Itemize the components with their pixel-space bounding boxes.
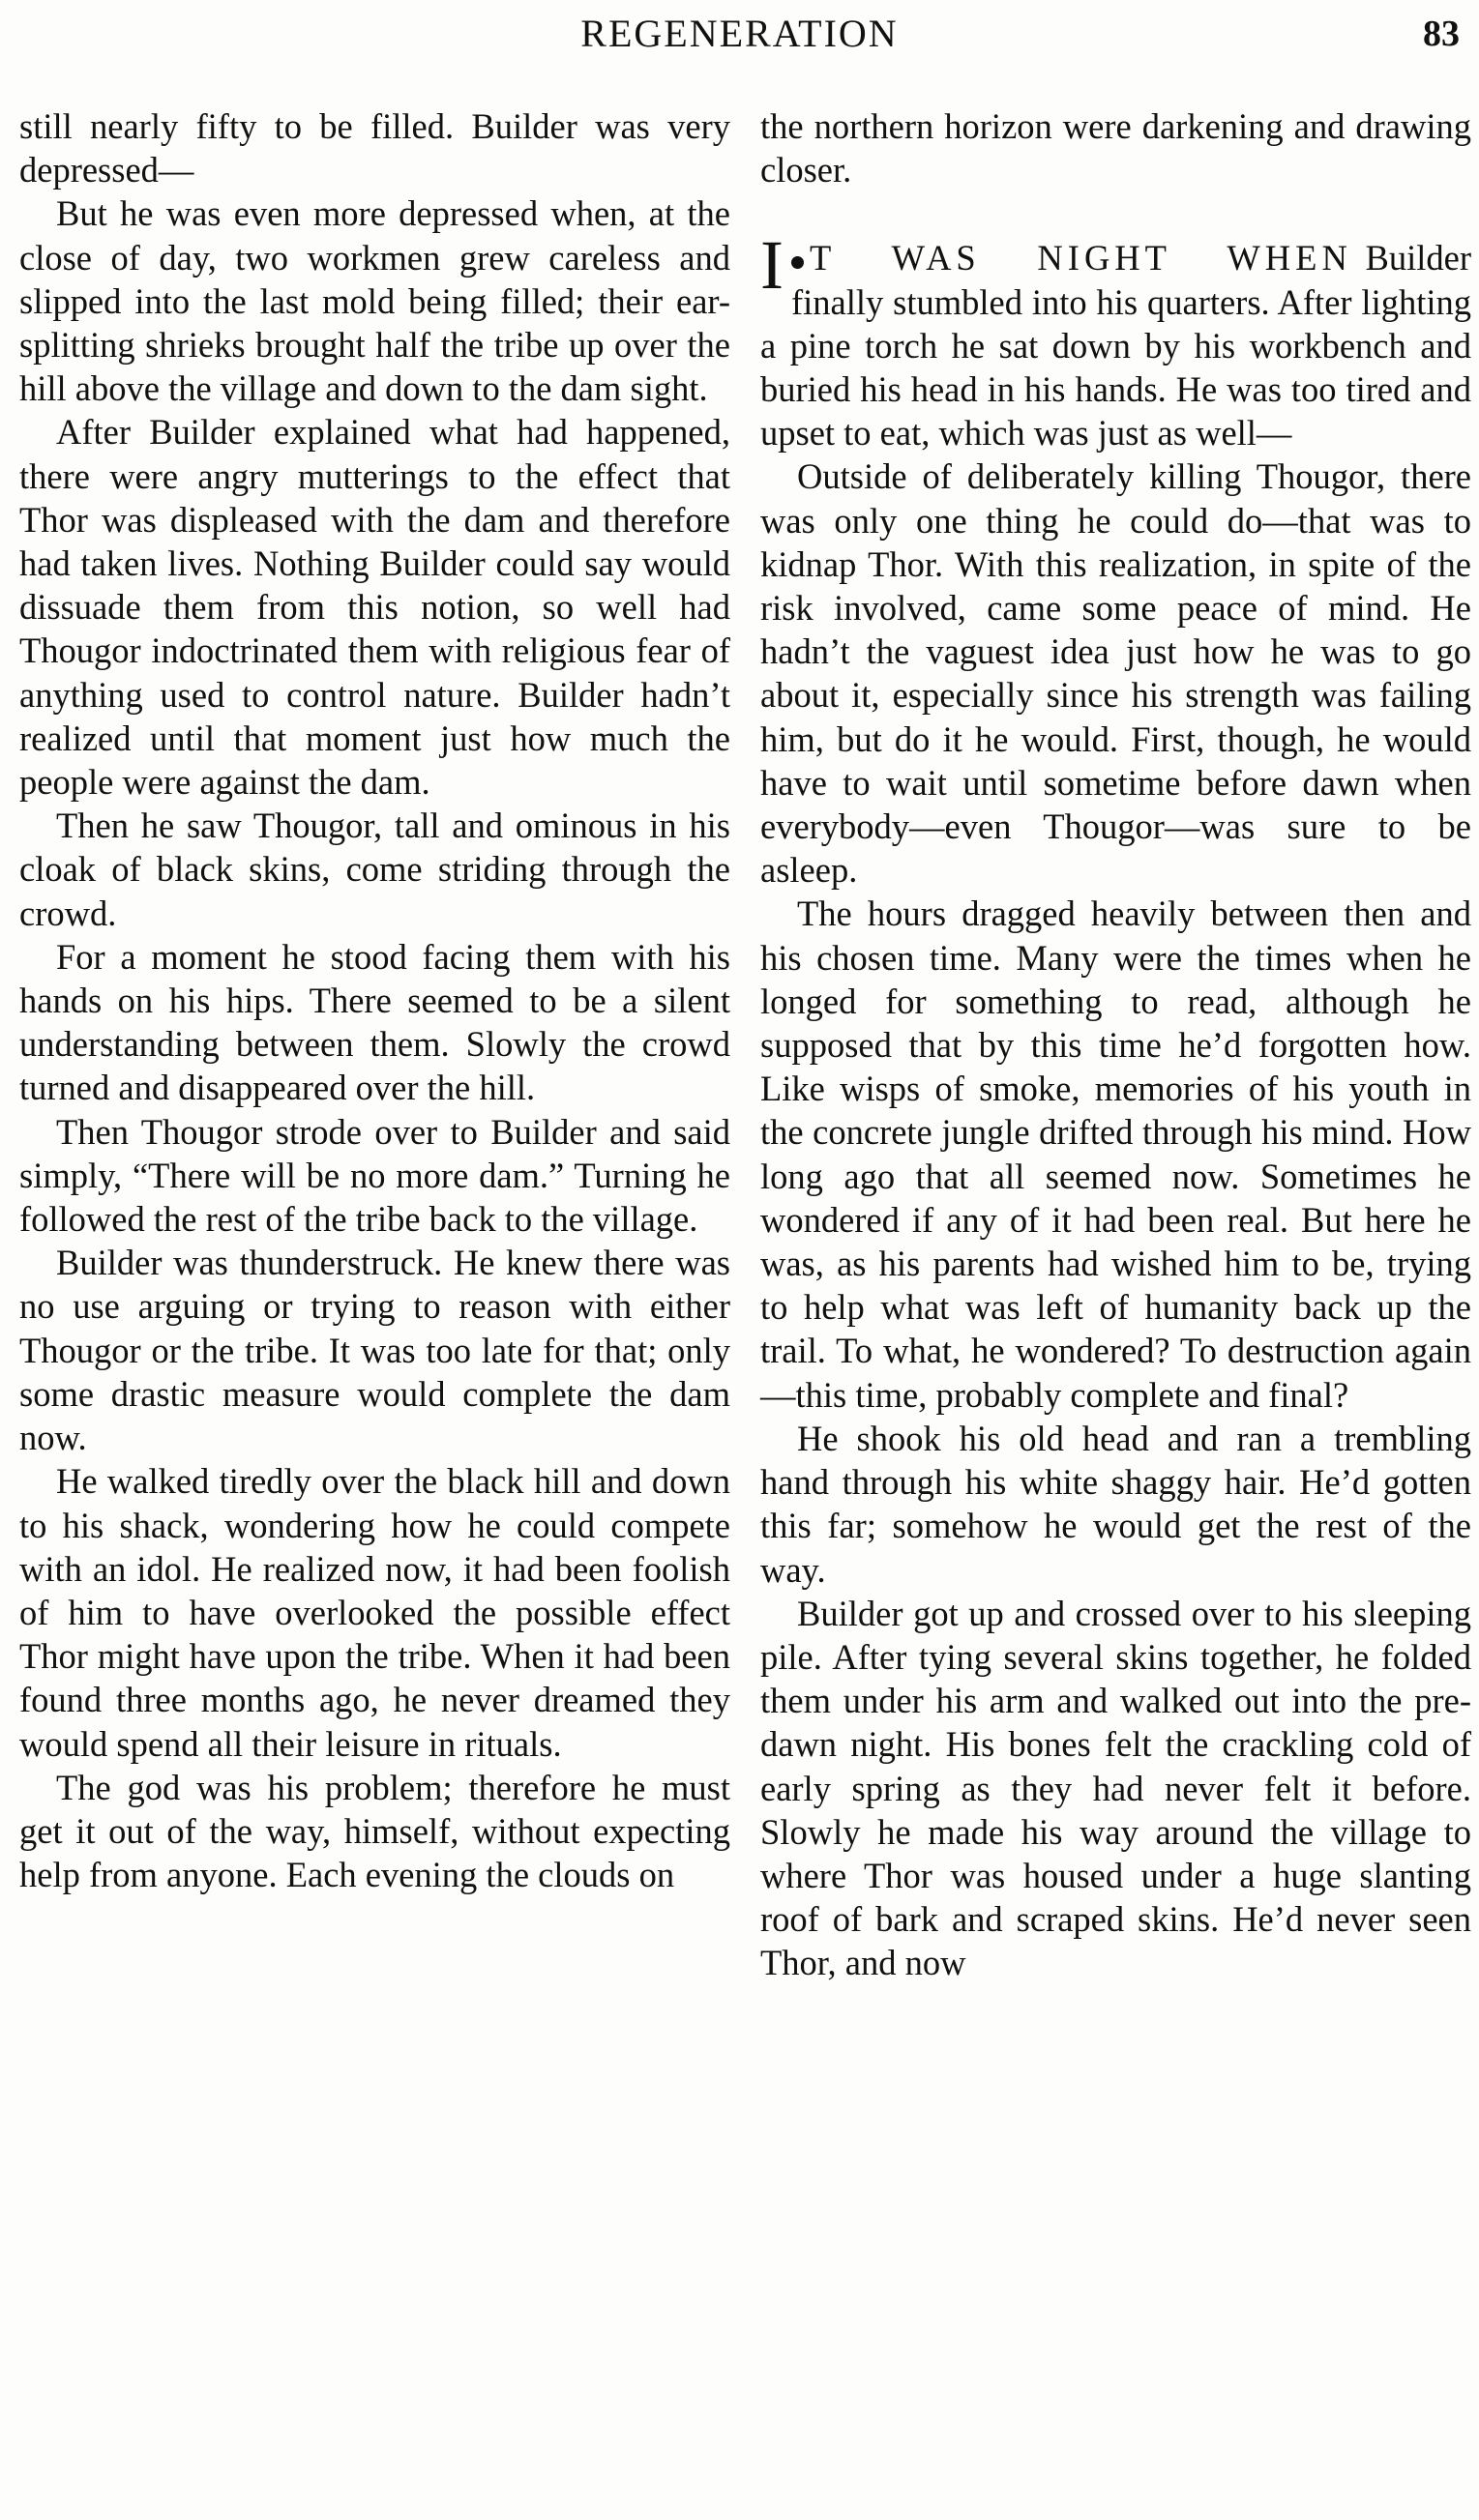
left-column xyxy=(19,104,730,1896)
paragraph: The god was his problem; therefore he must get it out of the way, himself, without expecting help from anyone. Each evening the clouds on xyxy=(19,1767,730,1895)
paragraph: Builder was thunderstruck. He knew there was no use arguing or trying to reason with either Thougor or the tribe. It was too late for that; only some drastic measure would complete the dam now. xyxy=(19,1243,730,1458)
paragraph: For a moment he stood facing them with his hands on his hips. There seemed to be a silent understanding between them. Slowly the crowd turned and disappeared over the hill. xyxy=(19,936,730,1108)
paragraph: Outside of deliberately killing Thougor, there was only one thing he could do—that was to kidnap Thor. With this realization, in spite of the risk involved, came some peace of mind. He hadn’t the vaguest idea just how he was to go about it, especially since his strength was failing him, but do it he would. First, though, he would have to wait until sometime before dawn when everybody—even Thougor—was sure to be asleep. xyxy=(760,456,1471,891)
page-number: 83 xyxy=(1423,14,1460,54)
running-title: REGENERATION xyxy=(580,12,899,55)
paragraph: After Builder explained what had happened, there were angry mutterings to the effect that Thor was displeased with the dam and therefore had taken lives. Nothing Builder could say would dissuade them from this notion, so well had Thougor indoctrinated them with religious fear of anything used to control nature. Builder hadn’t realized until that moment just how much the people were against the dam. xyxy=(19,412,730,803)
paragraph: Then he saw Thougor, tall and ominous in his cloak of black skins, come striding through the crowd. xyxy=(19,806,730,933)
paragraph: Builder got up and crossed over to his sleeping pile. After tying several skins together, he folded them under his arm and walked out into the pre-dawn night. His bones felt the crackling cold of early spring as they had never felt it before. Slowly he made his way around the village to where Thor was housed under a huge slanting roof of bark and scraped skins. He’d never seen Thor, and now xyxy=(760,1593,1471,1983)
section-first-paragraph-text: Builder finally stumbled into his quarters. After lighting a pine torch he sat down by his workbench and buried his head in his hands. He was too tired and upset to eat, which was just as well— xyxy=(760,238,1471,454)
section-lead-in: T WAS NIGHT WHEN xyxy=(809,238,1352,278)
paragraph: He walked tiredly over the black hill and down to his shack, wondering how he could compete with an idol. He realized now, it had been foolish of him to have overlooked the possible effect Thor might have upon the tribe. When it had been found three months ago, he never dreamed they would spend all their leisure in rituals. xyxy=(19,1461,730,1764)
paragraph: the northern horizon were darkening and drawing closer. xyxy=(760,106,1471,190)
paragraph: But he was even more depressed when, at the close of day, two workmen grew careless and slipped into the last mold being filled; their ear-splitting shrieks brought half the tribe up over the hill above the village and down to the dam sight. xyxy=(19,193,730,409)
section-bullet-icon xyxy=(791,256,804,269)
right-column xyxy=(760,104,1471,1985)
section-opening-paragraph xyxy=(760,226,1471,454)
paragraph: still nearly fifty to be filled. Builder was very depressed— xyxy=(19,106,730,190)
paragraph: He shook his old head and ran a trembling hand through his white shaggy hair. He’d gotten this far; somehow he would get the rest of the way. xyxy=(760,1418,1471,1590)
running-header xyxy=(0,10,1479,58)
paragraph: Then Thougor strode over to Builder and said simply, “There will be no more dam.” Turning he followed the rest of the tribe back to the village. xyxy=(19,1111,730,1240)
drop-cap: I xyxy=(760,226,784,305)
paragraph: The hours dragged heavily between then and his chosen time. Many were the times when he longed for something to read, although he supposed that by this time he’d forgotten how. Like wisps of smoke, memories of his youth in the concrete jungle drifted through his mind. How long ago that all seemed now. Sometimes he wondered if any of it had been real. But here he was, as his parents had wished him to be, trying to help what was left of humanity back up the trail. To what, he wondered? To destruction again—this time, probably complete and final? xyxy=(760,894,1471,1415)
